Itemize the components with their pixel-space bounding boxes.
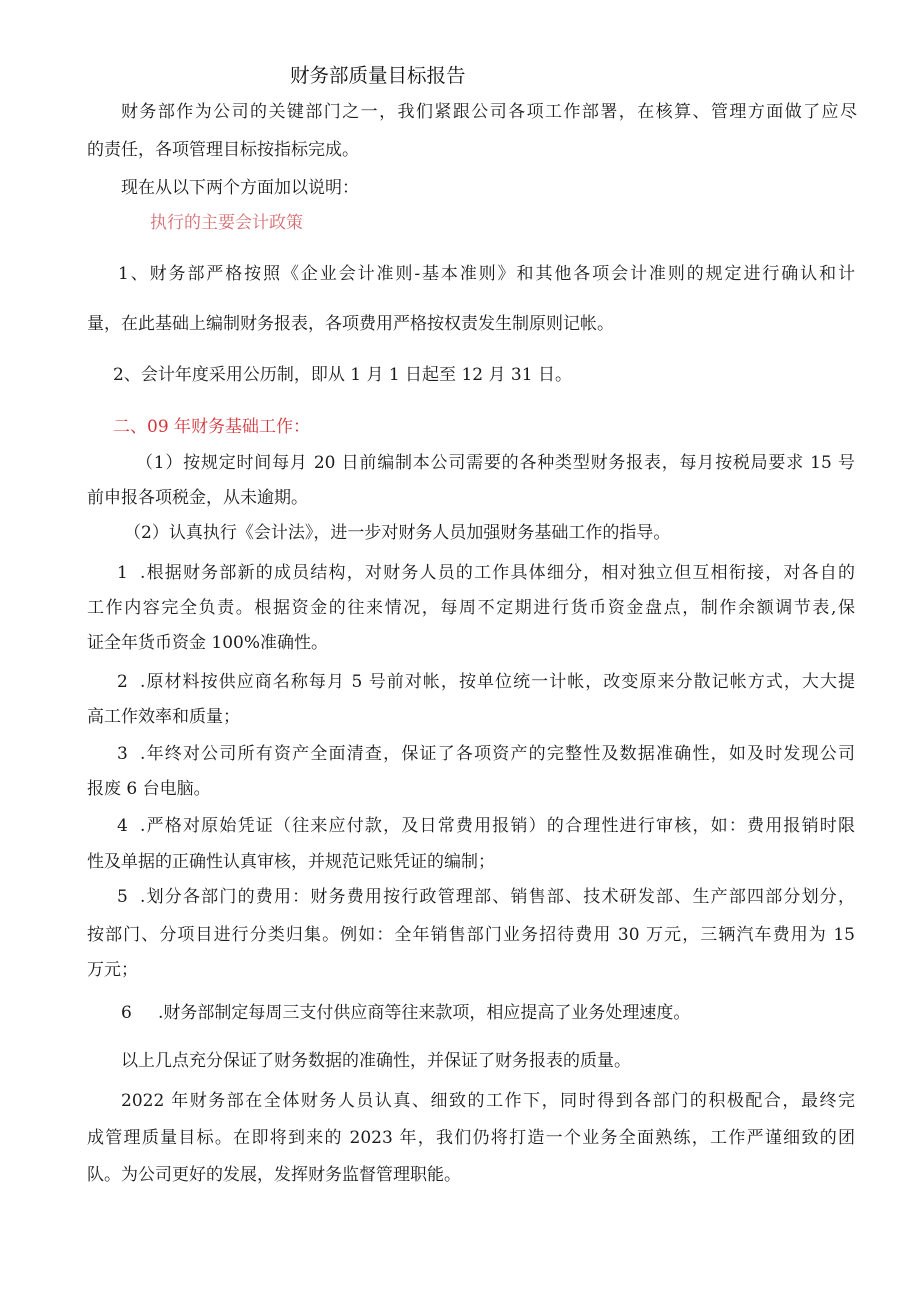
- item-4-line-2: 性及单据的正确性认真审核，并规范记账凭证的编制；: [87, 852, 495, 872]
- item-3-line-2: 报废 6 台电脑。: [87, 779, 211, 799]
- section1-heading: 执行的主要会计政策: [150, 213, 303, 233]
- item-1-line-3: 证全年货币资金 100%准确性。: [87, 633, 329, 653]
- item-number: 5: [117, 887, 128, 907]
- section1-item1-line1: 1、财务部严格按照《企业会计准则-基本准则》和其他各项会计准则的规定进行确认和计: [118, 264, 855, 284]
- closing-line-3: 队。为公司更好的发展，发挥财务监督管理职能。: [87, 1165, 461, 1185]
- item-number: 2: [117, 672, 128, 692]
- item-number: 1: [117, 563, 128, 583]
- overview-text: 现在从以下两个方面加以说明：: [121, 178, 359, 198]
- section2-p1-line1: （1）按规定时间每月 20 日前编制本公司需要的各种类型财务报表，每月按税局要求 15 号: [136, 453, 855, 473]
- item-number: 6: [121, 1003, 132, 1023]
- section1-item1-line2: 量，在此基础上编制财务报表，各项费用严格按权责发生制原则记帐。: [87, 314, 614, 334]
- section2-heading: 二、09 年财务基础工作：: [113, 417, 311, 437]
- section1-item2: 2、会计年度采用公历制，即从 1 月 1 日起至 12 月 31 日。: [113, 365, 572, 385]
- item-4-line-1: .严格对原始凭证（往来应付款，及日常费用报销）的合理性进行审核，如：费用报销时限: [140, 816, 855, 836]
- item-number: 4: [117, 816, 128, 836]
- item-number: 3: [117, 744, 128, 764]
- item-5-line-2: 按部门、分项目进行分类归集。例如：全年销售部门业务招待费用 30 万元，三辆汽车费用为 15: [87, 925, 855, 945]
- item-5-line-1: .划分各部门的费用：财务费用按行政管理部、销售部、技术研发部、生产部四部分划分，: [140, 887, 855, 907]
- item-5-line-3: 万元；: [87, 960, 138, 980]
- item-1-line-1: .根据财务部新的成员结构，对财务人员的工作具体细分，相对独立但互相衔接，对各自的: [140, 563, 855, 583]
- item-2-line-2: 高工作效率和质量；: [87, 707, 240, 727]
- intro-line-1: 财务部作为公司的关键部门之一，我们紧跟公司各项工作部署，在核算、管理方面做了应尽: [121, 102, 857, 122]
- closing-line-1: 2022 年财务部在全体财务人员认真、细致的工作下，同时得到各部门的积极配合，最终完: [121, 1091, 855, 1111]
- document-title: 财务部质量目标报告: [290, 64, 466, 87]
- conclusion-text: 以上几点充分保证了财务数据的准确性，并保证了财务报表的质量。: [121, 1051, 631, 1071]
- item-1-line-2: 工作内容完全负责。根据资金的往来情况，每周不定期进行货币资金盘点，制作余额调节表,保: [87, 598, 855, 618]
- item-3-line-1: .年终对公司所有资产全面清查，保证了各项资产的完整性及数据准确性，如及时发现公司: [140, 744, 855, 764]
- closing-line-2: 成管理质量目标。在即将到来的 2023 年，我们仍将打造一个业务全面熟练，工作严谨细致的团: [87, 1128, 855, 1148]
- intro-line-2: 的责任，各项管理目标按指标完成。: [87, 140, 359, 160]
- item-2-line-1: .原材料按供应商名称每月 5 号前对帐，按单位统一计帐，改变原来分散记帐方式，大大提: [140, 672, 855, 692]
- section2-p1-line2: 前申报各项税金，从未逾期。: [87, 488, 308, 508]
- item-6-line-1: .财务部制定每周三支付供应商等往来款项，相应提高了业务处理速度。: [158, 1003, 691, 1023]
- section2-p2: （2）认真执行《会计法》，进一步对财务人员加强财务基础工作的指导。: [124, 523, 671, 543]
